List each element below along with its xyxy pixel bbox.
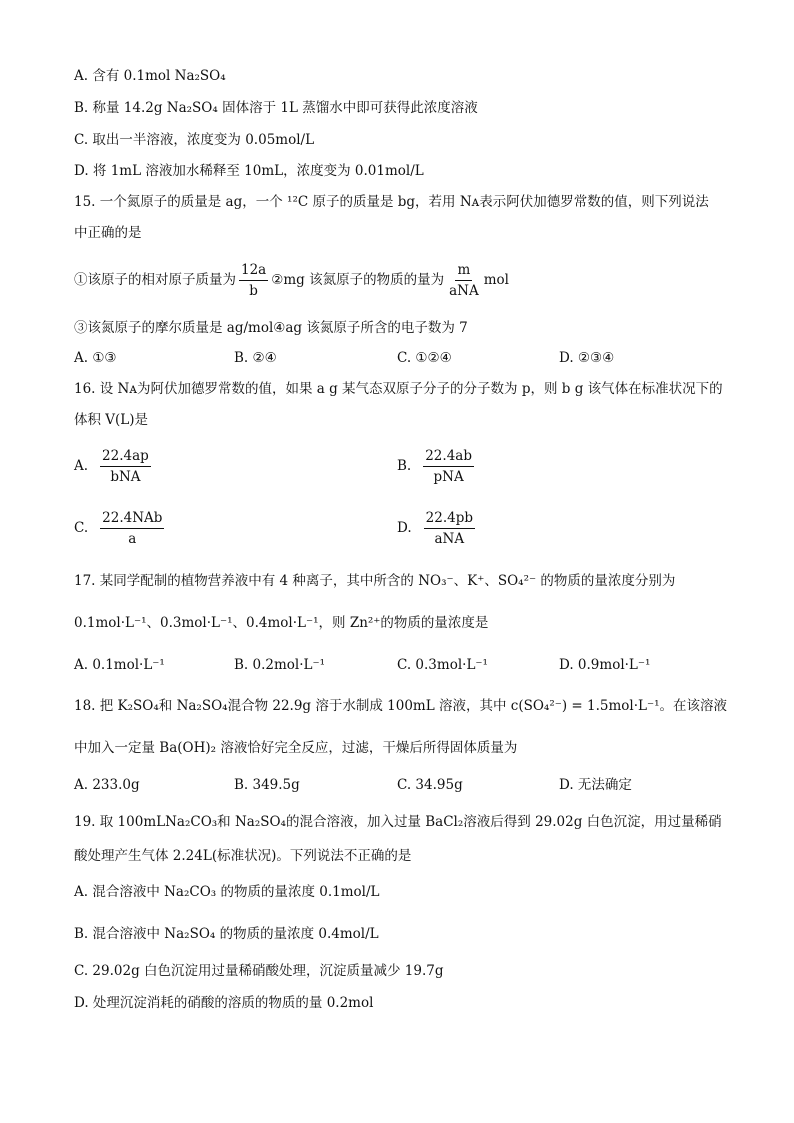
q17-option-d: D. 0.9mol·L⁻¹ — [559, 657, 651, 673]
q18-option-c: C. 34.95g — [397, 777, 463, 793]
q16-option-d: D. $\frac{22.4pb}{\text{aNA}}$ — [397, 510, 473, 547]
q15-option-c: C. ①②④ — [397, 350, 452, 366]
q19-stem-line1: 19. 取 100mLNa₂CO₃和 Na₂SO₄的混合溶液，加入过量 BaCl₂溶液后得到 29.02g 白色沉淀，用过量稀硝 — [74, 814, 722, 830]
q15-option-b: B. ②④ — [234, 350, 277, 366]
q16-stem-line2: 体积 V(L)是 — [74, 412, 149, 428]
q15-s2-fraction: $\frac{m}{\text{aNA}}$ — [449, 262, 479, 299]
q19-stem-line2: 酸处理产生气体 2.24L(标准状况)。下列说法不正确的是 — [74, 848, 412, 864]
q19-option-d: D. 处理沉淀消耗的硝酸的溶质的物质的量 0.2mol — [74, 995, 374, 1011]
q16-stem-line1: 16. 设 Nᴀ为阿伏加德罗常数的值，如果 a g 某气态双原子分子的分子数为 p，则 b g 该气体在标准状况下的 — [74, 381, 723, 397]
q17-option-b: B. 0.2mol·L⁻¹ — [234, 657, 326, 673]
q14-option-b: B. 称量 14.2g Na₂SO₄ 固体溶于 1L 蒸馏水中即可获得此浓度溶液 — [74, 100, 478, 116]
q15-statements-3-4: ③该氮原子的摩尔质量是 ag/mol④ag 该氮原子所含的电子数为 7 — [74, 320, 468, 336]
q19-option-a: A. 混合溶液中 Na₂CO₃ 的物质的量浓度 0.1mol/L — [74, 884, 380, 900]
q15-s1-prefix: ①该原子的相对原子质量为 — [74, 272, 236, 288]
q17-stem-line1: 17. 某同学配制的植物营养液中有 4 种离子，其中所含的 NO₃⁻、K⁺、SO₄²⁻ 的物质的量浓度分别为 — [74, 573, 676, 589]
q18-option-d: D. 无法确定 — [559, 777, 632, 793]
q16-option-c: C. $\frac{\text{22.4NAb}}{a}$ — [74, 510, 163, 547]
q19-option-b: B. 混合溶液中 Na₂SO₄ 的物质的量浓度 0.4mol/L — [74, 926, 379, 942]
q17-stem-line2: 0.1mol·L⁻¹、0.3mol·L⁻¹、0.4mol·L⁻¹，则 Zn²⁺的物质的量浓度是 — [74, 615, 489, 631]
q15-stem-line2: 中正确的是 — [74, 225, 142, 241]
q15-s2-unit: mol — [483, 272, 509, 288]
q15-s2-prefix: ②mg 该氮原子的物质的量为 — [271, 272, 445, 288]
q15-option-a: A. ①③ — [74, 350, 117, 366]
q19-option-c: C. 29.02g 白色沉淀用过量稀硝酸处理，沉淀质量减少 19.7g — [74, 963, 444, 979]
q14-option-d: D. 将 1mL 溶液加水稀释至 10mL，浓度变为 0.01mol/L — [74, 163, 424, 179]
q15-stem-line1: 15. 一个氮原子的质量是 ag，一个 ¹²C 原子的质量是 bg，若用 Nᴀ表示阿伏加德罗常数的值，则下列说法 — [74, 194, 709, 210]
q14-option-a: A. 含有 0.1mol Na₂SO₄ — [74, 68, 226, 84]
q15-option-d: D. ②③④ — [559, 350, 615, 366]
q16-option-b: B. $\frac{22.4ab}{\text{pNA}}$ — [397, 448, 472, 485]
q18-option-b: B. 349.5g — [234, 777, 300, 793]
q16-option-a: A. $\frac{22.4ap}{\text{bNA}}$ — [74, 448, 149, 485]
q18-stem-line2: 中加入一定量 Ba(OH)₂ 溶液恰好完全反应，过滤，干燥后所得固体质量为 — [74, 740, 518, 756]
q18-option-a: A. 233.0g — [74, 777, 140, 793]
q17-option-c: C. 0.3mol·L⁻¹ — [397, 657, 488, 673]
q18-stem-line1: 18. 把 K₂SO₄和 Na₂SO₄混合物 22.9g 溶于水制成 100mL 溶液，其中 c(SO₄²⁻) = 1.5mol·L⁻¹。在该溶液 — [74, 698, 728, 714]
q14-option-c: C. 取出一半溶液，浓度变为 0.05mol/L — [74, 132, 315, 148]
q15-statements-1-2 — [74, 260, 509, 300]
q15-s1-fraction: $\frac{12a}{b}$ — [241, 262, 267, 299]
q17-option-a: A. 0.1mol·L⁻¹ — [74, 657, 165, 673]
